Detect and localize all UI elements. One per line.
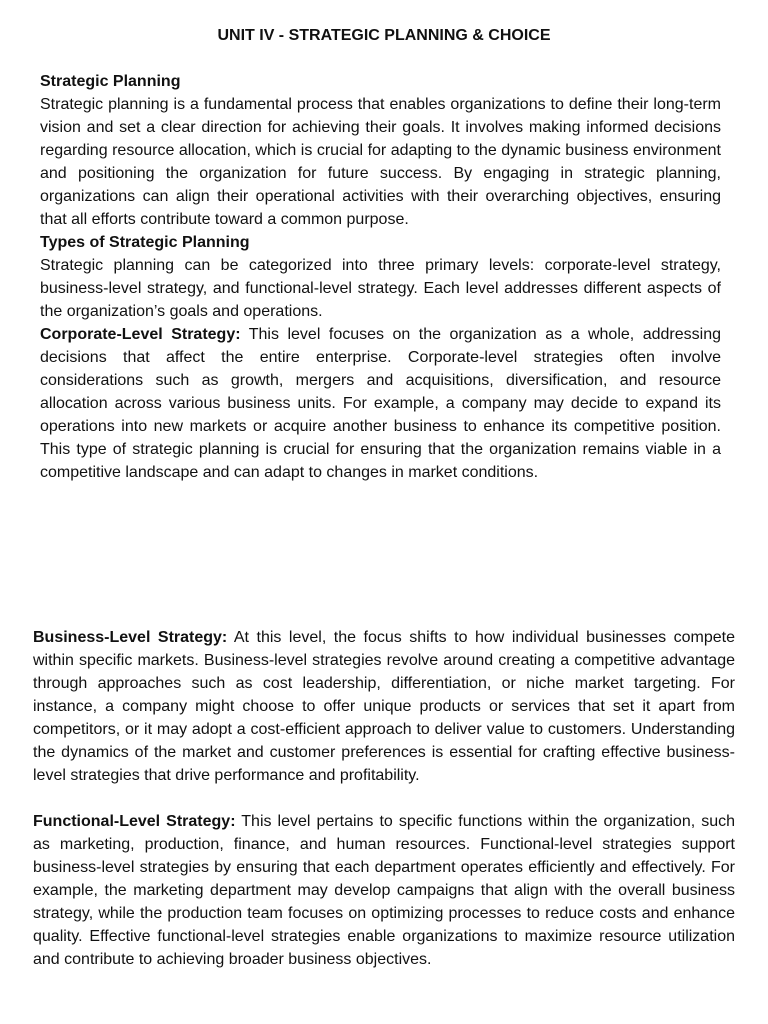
- text-corporate-level: This level focuses on the organization as a whole, addressing decisions that affect the entire enterprise. Corporate-level strategies often involve considerations such as growth, mergers and acquisitions, diversification, and resource allocation across various business units. For example, a company may decide to expand its operations into new markets or acquire another business to enhance its competitive position. This type of strategic planning is crucial for ensuring that the organization remains viable in a competitive landscape and can adapt to changes in market conditions.: [40, 326, 721, 481]
- paragraph-strategic-planning: Strategic planning is a fundamental process that enables organizations to define their long-term vision and set a clear direction for achieving their goals. It involves making informed decisions regarding resource allocation, which is crucial for adapting to the dynamic business environment and positioning the organization for future success. By engaging in strategic planning, organizations can align their operational activities with their overarching objectives, ensuring that all efforts contribute toward a common purpose.: [40, 96, 721, 228]
- paragraph-corporate-level: [40, 323, 721, 484]
- lead-corporate-level: Corporate-Level Strategy:: [40, 326, 241, 343]
- heading-types-of-strategic-planning: Types of Strategic Planning: [40, 234, 250, 251]
- text-business-level: At this level, the focus shifts to how individual businesses compete within specific markets. Business-level strategies revolve around creating a competitive advantage through approaches such as cost leadership, differentiation, or niche market targeting. For instance, a company might choose to offer unique products or services that set it apart from competitors, or it may adopt a cost-efficient approach to deliver value to customers. Understanding the dynamics of the market and customer preferences is essential for crafting effective business-level strategies that drive performance and profitability.: [33, 629, 735, 784]
- heading-strategic-planning: Strategic Planning: [40, 73, 181, 90]
- section-business-functional: [33, 626, 735, 971]
- paragraph-business-level: [33, 626, 735, 787]
- section-strategic-planning: [40, 70, 721, 484]
- lead-business-level: Business-Level Strategy:: [33, 629, 228, 646]
- paragraph-types: Strategic planning can be categorized into three primary levels: corporate-level strategy, business-level strategy, and functional-level strategy. Each level addresses different aspects of the organization’s goals and operations.: [40, 257, 721, 320]
- paragraph-gap: [33, 787, 735, 810]
- lead-functional-level: Functional-Level Strategy:: [33, 813, 236, 830]
- paragraph-functional-level: [33, 810, 735, 971]
- text-functional-level: This level pertains to specific functions within the organization, such as marketing, production, finance, and human resources. Functional-level strategies support business-level strategies by ensuring that each department operates efficiently and effectively. For example, the marketing department may develop campaigns that align with the overall business strategy, while the production team focuses on optimizing processes to reduce costs and enhance quality. Effective functional-level strategies enable organizations to maximize resource utilization and contribute to achieving broader business objectives.: [33, 813, 736, 968]
- page-title: UNIT IV - STRATEGIC PLANNING & CHOICE: [217, 27, 551, 44]
